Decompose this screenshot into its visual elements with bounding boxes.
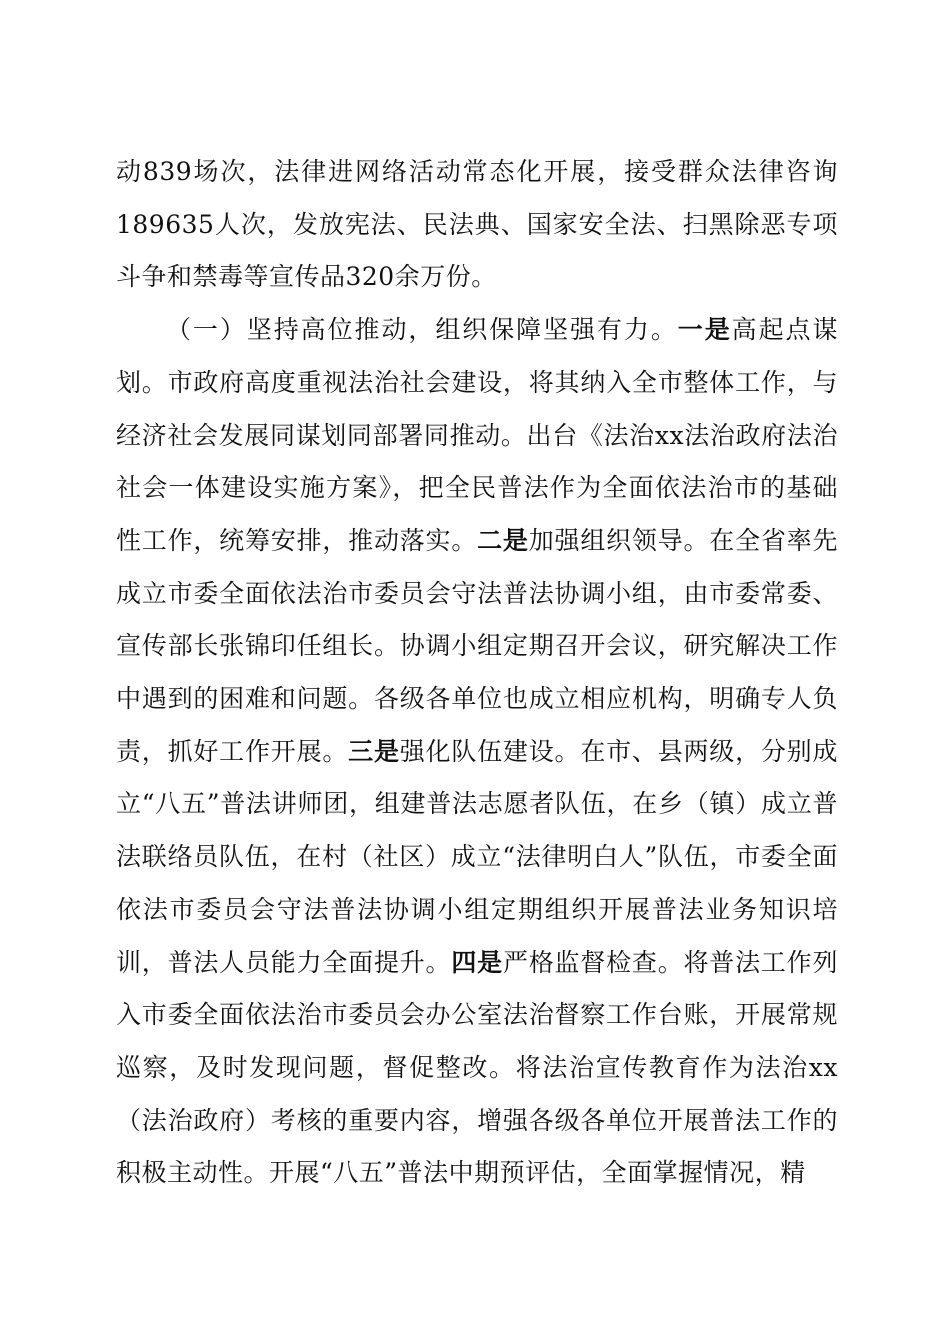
document-body bbox=[116, 146, 838, 1200]
paragraph-section-one bbox=[116, 304, 838, 1200]
item-2-marker: 二是 bbox=[477, 525, 529, 555]
item-3-text: 强化队伍建设。在市、县两级，分别成立“八五”普法讲师团，组建普法志愿者队伍，在乡（镇）成立普法联络员队伍，在村（社区）成立“法律明白人”队伍，市委全面依法市委员会守法普法协调小组定期组织开展普法业务知识培训，普法人员能力全面提升。 bbox=[116, 736, 838, 977]
paragraph-continuation bbox=[116, 146, 838, 304]
item-1-text: 高起点谋划。市政府高度重视法治社会建设，将其纳入全市整体工作，与经济社会发展同谋划同部署同推动。出台《法治xx法治政府法治社会一体建设实施方案》，把全民普法作为全面依法治市的基础性工作，统筹安排，推动落实。 bbox=[116, 315, 838, 555]
item-1-marker: 一是 bbox=[677, 315, 732, 345]
item-2-text: 加强组织领导。在全省率先成立市委全面依法治市委员会守法普法协调小组，由市委常委、宣传部长张锦印任组长。协调小组定期召开会议，研究解决工作中遇到的困难和问题。各级各单位也成立相应机构，明确专人负责，抓好工作开展。 bbox=[116, 525, 838, 766]
item-3-marker: 三是 bbox=[348, 736, 400, 766]
item-4-text: 严格监督检查。将普法工作列入市委全面依法治市委员会办公室法治督察工作台账，开展常规巡察，及时发现问题，督促整改。将法治宣传教育作为法治xx（法治政府）考核的重要内容，增强各级各单位开展普法工作的积极主动性。开展“八五”普法中期预评估，全面掌握情况，精 bbox=[116, 947, 838, 1188]
section-heading: （一）坚持高位推动，组织保障坚强有力。 bbox=[166, 315, 678, 345]
paragraph-1-text: 动839场次，法律进网络活动常态化开展，接受群众法律咨询189635人次，发放宪法、民法典、国家安全法、扫黑除恶专项斗争和禁毒等宣传品320余万份。 bbox=[116, 157, 838, 292]
item-4-marker: 四是 bbox=[451, 947, 503, 977]
